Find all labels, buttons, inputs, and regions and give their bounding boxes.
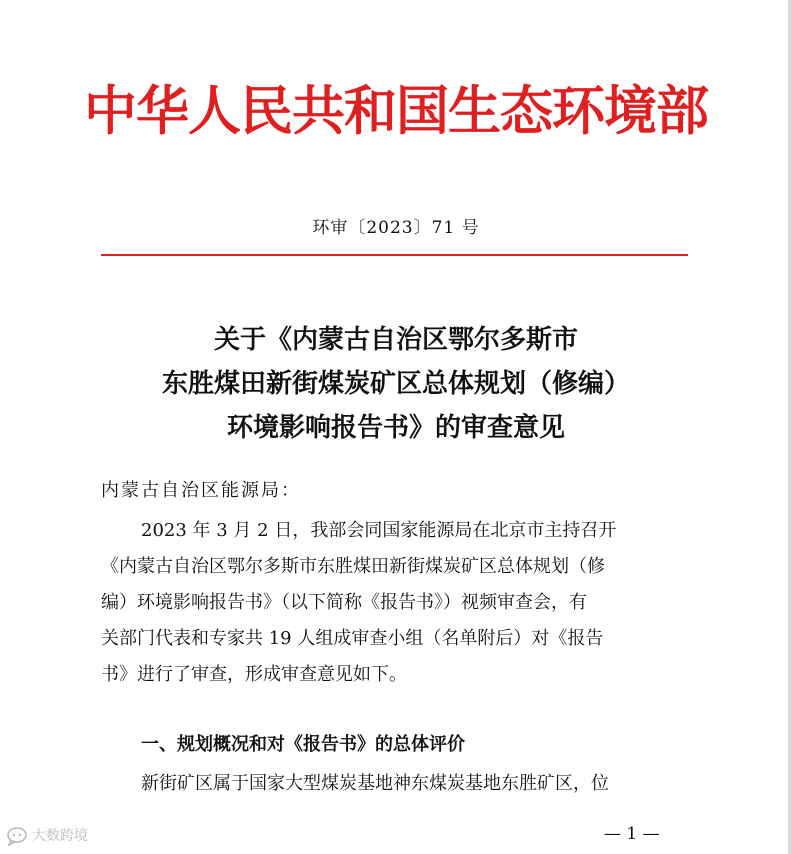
salutation: 内蒙古自治区能源局： <box>101 480 301 501</box>
paragraph-line-text: 新街矿区属于国家大型煤炭基地神东煤炭基地东胜矿区，位 <box>141 773 609 794</box>
paragraph-line-text: 《内蒙古自治区鄂尔多斯市东胜煤田新街煤炭矿区总体规划（修 <box>101 556 605 577</box>
paragraph-line-text: 书》进行了审查，形成审查意见如下。 <box>101 664 407 685</box>
watermark-text: 大数跨境 <box>32 828 88 844</box>
paragraph-line-text: 关部门代表和专家共 19 人组成审查小组（名单附后）对《报告 <box>101 628 604 649</box>
paragraph-line <box>101 766 690 802</box>
section-heading: 一、规划概况和对《报告书》的总体评价 <box>141 734 465 755</box>
agency-letterhead-title: 中华人民共和国生态环境部 <box>84 80 708 142</box>
paragraph-line-text: 编）环境影响报告书》（以下简称《报告书》）视频审查会，有 <box>101 592 587 613</box>
paragraph-line <box>101 621 690 657</box>
document-title-line: 关于《内蒙古自治区鄂尔多斯市 <box>213 325 578 355</box>
watermark <box>6 826 88 846</box>
paragraph-line <box>101 549 690 585</box>
chat-bubble-logo-icon <box>6 826 28 846</box>
letterhead-red-divider <box>101 254 688 256</box>
paragraph-line-text: 2023 年 3 月 2 日，我部会同国家能源局在北京市主持召开 <box>141 520 617 541</box>
paragraph-line <box>101 585 690 621</box>
paragraph-line <box>101 657 690 693</box>
opening-paragraph <box>101 513 690 693</box>
page-number: — 1 — <box>604 824 660 844</box>
paragraph-line <box>101 513 690 549</box>
document-number: 环审〔2023〕71 号 <box>312 218 480 238</box>
document-title <box>0 318 792 450</box>
section-paragraph <box>101 766 690 802</box>
document-title-line: 环境影响报告书》的审查意见 <box>226 413 565 443</box>
document-title-line: 东胜煤田新街煤炭矿区总体规划（修编） <box>161 369 630 399</box>
